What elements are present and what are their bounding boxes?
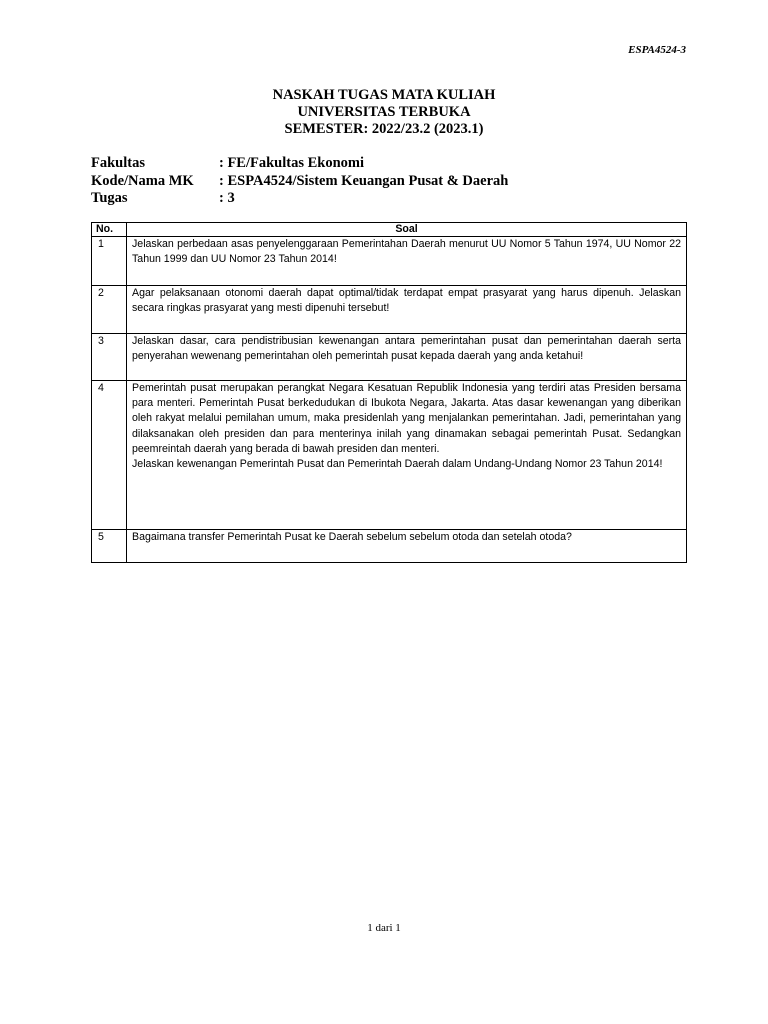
question-line: Pemerintah pusat merupakan perangkat Negara Kesatuan Republik Indonesia yang terdiri atas Presiden bersama para menteri. Pemerintah Pusat berkedudukan di Ibukota Negara, Jakarta. Atas dasar kewenangan yang diberikan oleh rakyat melalui pemilahan umum, maka presidenlah yang menjalankan pemerintahan. Jadi, pemerintahan yang dilaksanakan oleh presiden dan para menterinya inilah yang dinamakan sebagai pemerintah Pusat. Sedangkan peemreintah daerah yang berada di bawah presiden dan menteri. [132, 382, 681, 455]
table-header-row [92, 223, 687, 237]
questions-table [91, 222, 687, 563]
table-row [92, 334, 687, 381]
header-semester: SEMESTER: 2022/23.2 (2023.1) [284, 121, 484, 137]
question-number: 3 [92, 334, 127, 381]
document-header [0, 87, 768, 138]
meta-row-tugas [91, 190, 508, 208]
column-header-no: No. [92, 223, 127, 237]
question-number: 4 [92, 381, 127, 530]
header-title: NASKAH TUGAS MATA KULIAH [272, 87, 496, 103]
meta-row-fakultas [91, 155, 508, 173]
question-line: Jelaskan perbedaan asas penyelenggaraan Pemerintahan Daerah menurut UU Nomor 5 Tahun 1974, UU Nomor 22 Tahun 1999 dan UU Nomor 23 Tahun 2014! [132, 238, 681, 266]
question-text [127, 237, 687, 286]
question-number: 1 [92, 237, 127, 286]
table-row [92, 286, 687, 334]
question-line: Jelaskan dasar, cara pendistribusian kewenangan antara pemerintahan pusat dan pemerintahan daerah serta penyerahan wewenang pemerintahan oleh pemerintah pusat kepada daerah yang anda ketahui! [132, 335, 681, 363]
question-text [127, 334, 687, 381]
meta-value: : ESPA4524/Sistem Keuangan Pusat & Daerah [219, 172, 509, 189]
question-text [127, 530, 687, 563]
column-header-soal: Soal [127, 223, 687, 237]
document-code: ESPA4524-3 [628, 44, 686, 56]
table-row [92, 237, 687, 286]
question-number: 2 [92, 286, 127, 334]
question-line: Jelaskan kewenangan Pemerintah Pusat dan Pemerintah Daerah dalam Undang-Undang Nomor 23 Tahun 2014! [132, 458, 663, 471]
meta-value: : FE/Fakultas Ekonomi [219, 155, 365, 171]
meta-key: Tugas [91, 190, 128, 206]
meta-row-kode-mk [91, 173, 508, 191]
table-row [92, 530, 687, 563]
page-number: 1 dari 1 [367, 922, 401, 934]
question-number: 5 [92, 530, 127, 563]
meta-key: Fakultas [91, 155, 145, 171]
question-line: Bagaimana transfer Pemerintah Pusat ke Daerah sebelum sebelum otoda dan setelah otoda? [132, 531, 572, 543]
course-meta [91, 155, 508, 208]
table-row [92, 381, 687, 530]
question-line: Agar pelaksanaan otonomi daerah dapat optimal/tidak terdapat empat prasyarat yang harus dipenuh. Jelaskan secara ringkas prasyarat yang mesti dipenuhi tersebut! [132, 287, 681, 315]
header-university: UNIVERSITAS TERBUKA [297, 104, 471, 120]
meta-key: Kode/Nama MK [91, 172, 194, 189]
meta-value: : 3 [219, 190, 235, 206]
question-text [127, 286, 687, 334]
question-text [127, 381, 687, 530]
